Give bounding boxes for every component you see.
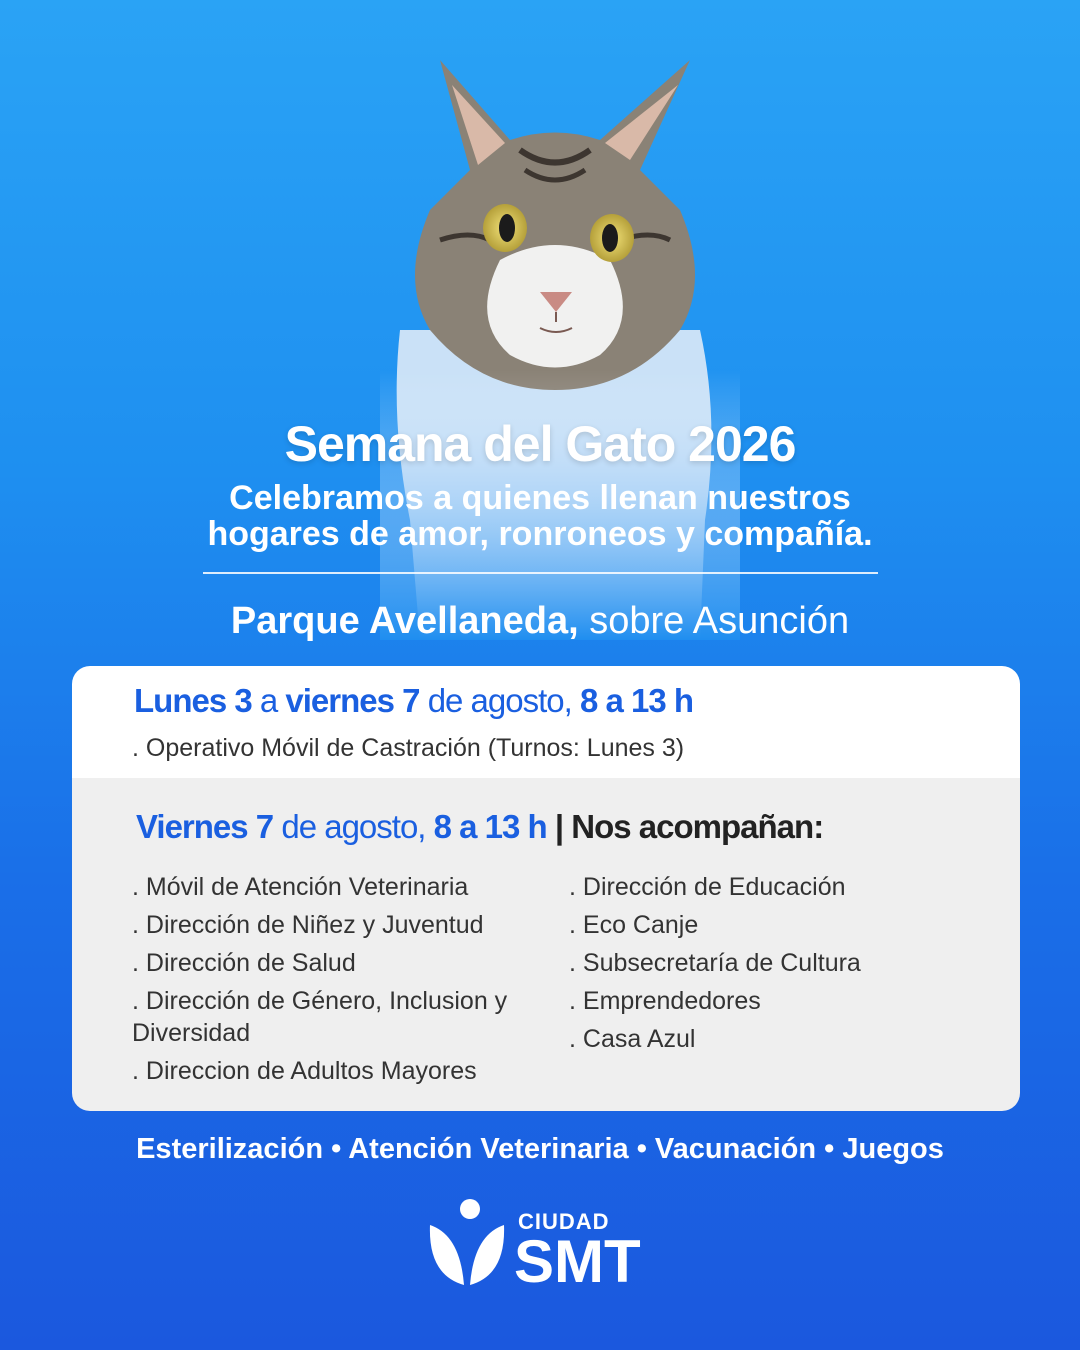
list-item: . Subsecretaría de Cultura [569, 949, 861, 977]
event-friday-date [136, 808, 823, 846]
list-item: . Direccion de Adultos Mayores [132, 1057, 477, 1085]
event-card-friday [72, 778, 1020, 1111]
services-list: Esterilización • Atención Veterinaria • Vacunación • Juegos [136, 1133, 944, 1165]
event-card-week [72, 666, 1020, 778]
event-week-item: . Operativo Móvil de Castración (Turnos: Lunes 3) [132, 734, 685, 762]
location-street: sobre Asunción [589, 600, 850, 642]
city-logo [420, 1195, 680, 1295]
list-item: . Móvil de Atención Veterinaria [132, 873, 469, 901]
page-subtitle [0, 480, 1080, 552]
date-day: Viernes 7 [136, 808, 274, 845]
list-item: . Dirección de Educación [569, 873, 846, 901]
date-time: 8 a 13 h [433, 808, 547, 845]
date-separator: | [554, 808, 564, 845]
subtitle-line-2: hogares de amor, ronroneos y compañía. [207, 515, 873, 553]
page-title: Semana del Gato 2026 [284, 416, 796, 472]
participants-right-list [569, 868, 989, 1058]
people-leaf-icon [420, 1195, 510, 1295]
date-time: 8 a 13 h [579, 682, 694, 719]
list-item: . Emprendedores [569, 987, 761, 1015]
list-item: . Dirección de Género, Inclusion y Diversidad [132, 987, 508, 1047]
event-location [0, 600, 1080, 643]
list-item: . Dirección de Salud [132, 949, 356, 977]
list-item: . Eco Canje [569, 911, 699, 939]
subtitle-line-1: Celebramos a quienes llenan nuestros [229, 479, 851, 517]
date-month: de agosto, [427, 682, 572, 719]
divider [203, 572, 878, 574]
date-month: de agosto, [281, 808, 426, 845]
location-place: Parque Avellaneda, [230, 600, 579, 642]
logo-line-1: CIUDAD [518, 1209, 610, 1234]
event-week-date [134, 682, 693, 720]
accompany-heading: Nos acompañan: [571, 808, 824, 845]
list-item: . Casa Azul [569, 1025, 696, 1053]
participants-left-list [132, 868, 562, 1090]
date-end-day: viernes 7 [285, 682, 420, 719]
date-connector: a [259, 682, 278, 719]
list-item: . Dirección de Niñez y Juventud [132, 911, 484, 939]
date-start-day: Lunes 3 [134, 682, 252, 719]
logo-line-2: SMT [514, 1228, 641, 1295]
